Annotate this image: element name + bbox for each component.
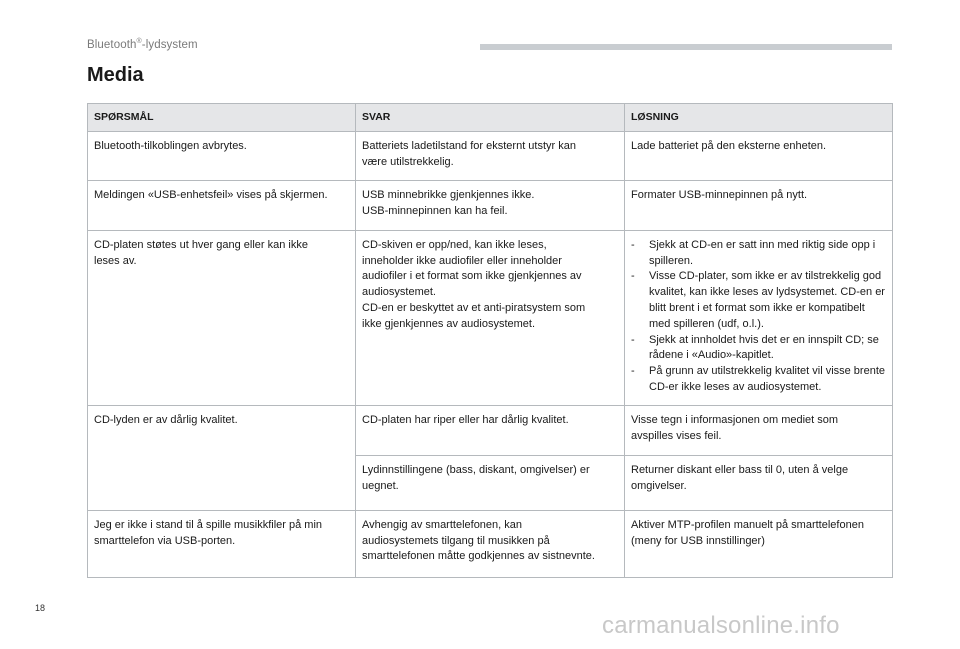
solution-cell [625, 230, 893, 405]
solution-cell: Lade batteriet på den eksterne enheten. [625, 131, 893, 180]
solution-cell: Aktiver MTP-profilen manuelt på smarttelefonen (meny for USB innstillinger) [625, 510, 893, 577]
answer-cell: CD-platen har riper eller har dårlig kvalitet. [356, 405, 625, 455]
solution-list-item: - Visse CD-plater, som ikke er av tilstrekkelig god kvalitet, kan ikke leses av lydsystemet. CD-en er blitt brent i et format som ikke er kompatibelt med spilleren (udf, o.l.). [631, 269, 886, 332]
answer-cell: Batteriets ladetilstand for eksternt utstyr kan være utilstrekkelig. [356, 131, 625, 180]
question-cell: Jeg er ikke i stand til å spille musikkfiler på min smarttelefon via USB-porten. [88, 510, 356, 577]
answer-cell: Lydinnstillingene (bass, diskant, omgivelser) er uegnet. [356, 455, 625, 510]
column-header-solution: LØSNING [625, 104, 893, 132]
section-header [87, 38, 198, 51]
watermark: carmanualsonline.info [602, 612, 840, 639]
solution-cell: Returner diskant eller bass til 0, uten å velge omgivelser. [625, 455, 893, 510]
column-header-question: SPØRSMÅL [88, 104, 356, 132]
table-row [88, 180, 893, 230]
table-row [88, 131, 893, 180]
solution-cell: Visse tegn i informasjonen om mediet som avspilles vises feil. [625, 405, 893, 455]
section-header-suffix: -lydsystem [141, 38, 198, 51]
question-cell: Meldingen «USB-enhetsfeil» vises på skjermen. [88, 180, 356, 230]
page-number: 18 [35, 603, 46, 613]
table-row [88, 510, 893, 577]
answer-cell: USB minnebrikke gjenkjennes ikke. USB-minnepinnen kan ha feil. [356, 180, 625, 230]
page-title: Media [87, 64, 144, 86]
question-cell: CD-lyden er av dårlig kvalitet. [88, 405, 356, 510]
answer-cell: CD-skiven er opp/ned, kan ikke leses, inneholder ikke audiofiler eller inneholder audiofiler i et format som ikke gjenkjennes av audiosystemet. CD-en er beskyttet av et anti-piratsystem som ikke gjenkjennes av audiosystemet. [356, 230, 625, 405]
table-header-row [88, 104, 893, 132]
column-header-answer: SVAR [356, 104, 625, 132]
solution-cell: Formater USB-minnepinnen på nytt. [625, 180, 893, 230]
section-header-prefix: Bluetooth [87, 38, 137, 51]
question-cell: Bluetooth-tilkoblingen avbrytes. [88, 131, 356, 180]
registered-mark: ® [136, 38, 142, 45]
troubleshooting-table [87, 103, 893, 578]
solution-list [631, 238, 886, 396]
header-divider-bar [480, 44, 892, 50]
solution-list-item: - På grunn av utilstrekkelig kvalitet vil visse brente CD-er ikke leses av audiosystemet. [631, 364, 886, 396]
table-row [88, 230, 893, 405]
answer-cell: Avhengig av smarttelefonen, kan audiosystemets tilgang til musikken på smarttelefonen måtte godkjennes av sistnevnte. [356, 510, 625, 577]
table-row [88, 405, 893, 455]
question-cell: CD-platen støtes ut hver gang eller kan ikke leses av. [88, 230, 356, 405]
solution-list-item: - Sjekk at innholdet hvis det er en innspilt CD; se rådene i «Audio»-kapitlet. [631, 333, 886, 365]
solution-list-item: - Sjekk at CD-en er satt inn med riktig side opp i spilleren. [631, 238, 886, 270]
